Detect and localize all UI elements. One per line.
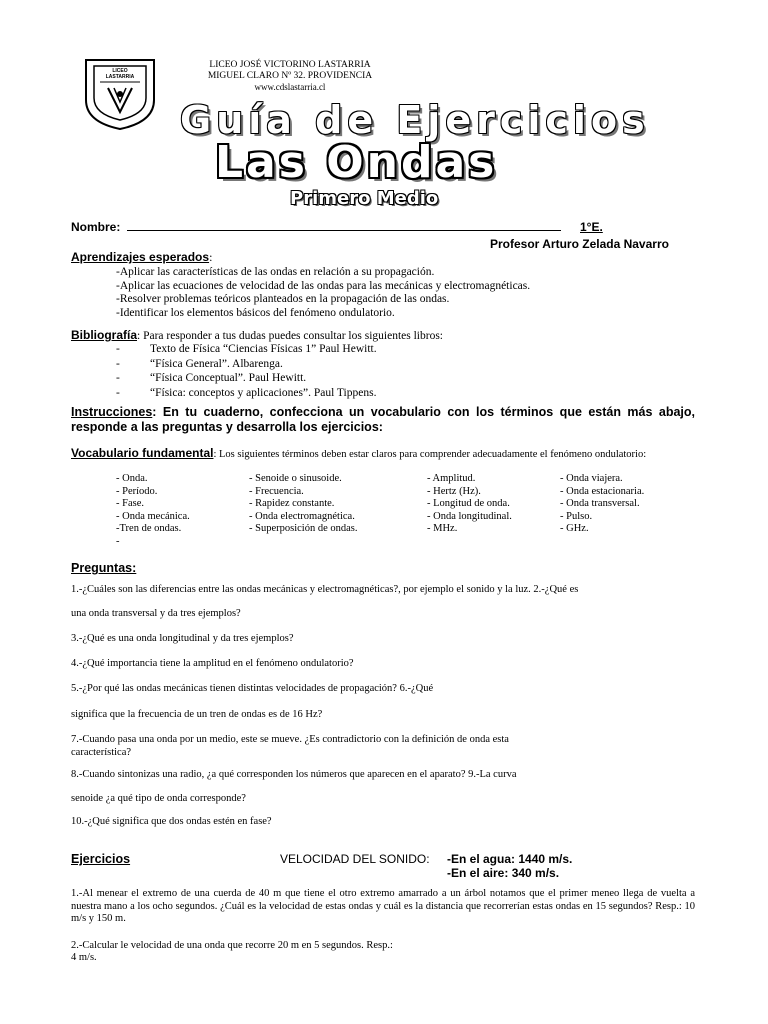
vocabulario-intro-block [71, 446, 695, 461]
list-item: -Identificar los elementos básicos del fenómeno ondulatorio. [116, 306, 395, 319]
bullet: - [116, 343, 120, 355]
aprendizajes-heading: Aprendizajes esperados [71, 250, 210, 264]
vocab-column-2 [249, 473, 357, 536]
vocab-term: - Senoide o sinusoide. [249, 473, 342, 484]
school-header [190, 60, 390, 93]
book-title: “Física Conceptual”. Paul Hewitt. [150, 372, 307, 384]
vocab-term: - Rapidez constante. [249, 498, 335, 510]
vocab-term: - [116, 535, 120, 547]
aprendizajes-heading-row [71, 250, 212, 265]
preguntas-heading: Preguntas: [71, 561, 137, 575]
vocab-term: - Pulso. [560, 510, 593, 522]
vocabulario-heading: Vocabulario fundamental [71, 446, 214, 460]
vocab-term: - Onda viajera. [560, 473, 623, 484]
list-item: -Aplicar las ecuaciones de velocidad de las ondas para las mecánicas y electromagnéticas. [116, 279, 531, 292]
vocab-column-4 [560, 473, 644, 536]
instrucciones-block [71, 405, 695, 435]
ejercicio-2-line1: 2.-Calcular le velocidad de una onda que recorre 20 m en 5 segundos. Resp.: [71, 940, 393, 951]
list-item [116, 342, 377, 357]
instrucciones-heading: Instrucciones [71, 405, 153, 419]
pregunta-line: significa que la frecuencia de un tren de ondas es de 16 Hz? [71, 709, 323, 720]
list-item [116, 386, 377, 401]
vocab-term: - Longitud de onda. [427, 498, 510, 510]
vocab-term: - Onda transversal. [560, 498, 640, 510]
title-las-ondas: Las Ondas [215, 137, 498, 188]
pregunta-line: 4.-¿Qué importancia tiene la amplitud en el fenómeno ondulatorio? [71, 658, 354, 669]
vocab-term: - Superposición de ondas. [249, 523, 358, 535]
vocab-term: - Hertz (Hz). [427, 485, 481, 497]
book-title: “Física: conceptos y aplicaciones”. Paul Tippens. [150, 386, 377, 399]
bullet: - [116, 386, 120, 399]
vocab-term: - Período. [116, 485, 158, 497]
vocab-term: - Onda longitudinal. [427, 510, 512, 522]
vocab-term: - Frecuencia. [249, 485, 304, 497]
name-label: Nombre: [71, 220, 121, 234]
list-item: -Aplicar las características de las ondas en relación a su propagación. [116, 266, 435, 278]
vocab-term: - Onda electromagnética. [249, 510, 355, 522]
sound-speed-air: -En el aire: 340 m/s. [447, 866, 560, 880]
pregunta-line: 10.-¿Qué significa que dos ondas estén en fase? [71, 816, 272, 827]
pregunta-line: una onda transversal y da tres ejemplos? [71, 608, 241, 619]
course-label: 1°E. [580, 220, 603, 234]
vocabulario-intro: : Los siguientes términos deben estar claros para comprender adecuadamente el fenómeno ondulatorio: [213, 449, 647, 460]
pregunta-line: 3.-¿Qué es una onda longitudinal y da tres ejemplos? [71, 633, 294, 644]
instrucciones-text: : En tu cuaderno, confecciona un vocabulario con los términos que están más abajo, responde a las preguntas y desarrolla los ejercicios: [71, 405, 695, 434]
pregunta-line: 8.-Cuando sintonizas una radio, ¿a qué corresponden los números que aparecen en el aparato? 9.-La curva [71, 769, 517, 780]
school-name: LICEO JOSÉ VICTORINO LASTARRIA [209, 60, 371, 70]
vocab-term: - Onda mecánica. [116, 510, 190, 522]
vocab-column-1 [116, 473, 190, 549]
vocab-term: - MHz. [427, 523, 458, 535]
list-item [116, 357, 377, 372]
pregunta-line: 5.-¿Por qué las ondas mecánicas tienen distintas velocidades de propagación? 6.-¿Qué [71, 683, 434, 694]
aprendizajes-colon: : [209, 250, 213, 264]
school-website: www.cdslastarria.cl [254, 82, 326, 92]
bibliografia-heading: Bibliografía [71, 328, 138, 342]
sound-speed-label: VELOCIDAD DEL SONIDO: [280, 852, 430, 866]
bibliografia-intro: : Para responder a tus dudas puedes consultar los siguientes libros: [137, 330, 443, 342]
school-address: MIGUEL CLARO Nº 32. PROVIDENCIA [207, 71, 373, 81]
book-title: “Física General”. Albarenga. [150, 357, 283, 370]
pregunta-line: 7.-Cuando pasa una onda por un medio, este se mueve. ¿Es contradictorio con la definición de onda esta [71, 734, 509, 745]
name-field[interactable] [127, 230, 561, 231]
bibliografia-list [116, 342, 377, 400]
book-title: Texto de Física “Ciencias Físicas 1” Paul Hewitt. [150, 343, 377, 355]
pregunta-line: senoide ¿a qué tipo de onda corresponde? [71, 793, 246, 804]
ejercicio-2-line2: 4 m/s. [71, 952, 97, 963]
pregunta-line: 1.-¿Cuáles son las diferencias entre las ondas mecánicas y electromagnéticas?, por ejemplo el sonido y la luz. 2.-¿Qué es [71, 584, 579, 595]
ejercicios-heading: Ejercicios [71, 852, 131, 866]
vocab-term: - Onda. [116, 473, 148, 484]
vocab-term: - Fase. [116, 498, 144, 510]
list-item: -Resolver problemas teóricos planteados en la propagación de las ondas. [116, 293, 450, 305]
logo-top-text: LICEO LASTARRIA [105, 68, 135, 80]
list-item [116, 371, 377, 386]
sound-speed-water: -En el agua: 1440 m/s. [447, 852, 573, 866]
bullet: - [116, 372, 120, 384]
ejercicio-1: 1.-Al menear el extremo de una cuerda de 40 m que tiene el otro extremo amarrado a un árbol notamos que el primer meneo llega de vuelta a nuestra mano a los ocho segundos. ¿Cuál es la velocidad de estas ondas y cuál es la distancia que recorrerían estas ondas en 15 segundos? Resp.: 10 m/s y 150 m. [71, 888, 695, 925]
teacher-name: Profesor Arturo Zelada Navarro [490, 237, 669, 251]
vocab-term: - Onda estacionaria. [560, 485, 645, 497]
title-primero-medio: Primero Medio [290, 188, 439, 209]
vocab-term: - Amplitud. [427, 473, 476, 484]
vocab-term: -Tren de ondas. [116, 523, 182, 535]
vocab-column-3 [427, 473, 512, 536]
vocab-term: - GHz. [560, 523, 589, 535]
title-guia: Guía de Ejercicios [180, 98, 650, 142]
pregunta-line: característica? [71, 747, 132, 758]
bullet: - [116, 357, 120, 370]
school-logo [80, 56, 160, 132]
aprendizajes-list [116, 266, 530, 320]
